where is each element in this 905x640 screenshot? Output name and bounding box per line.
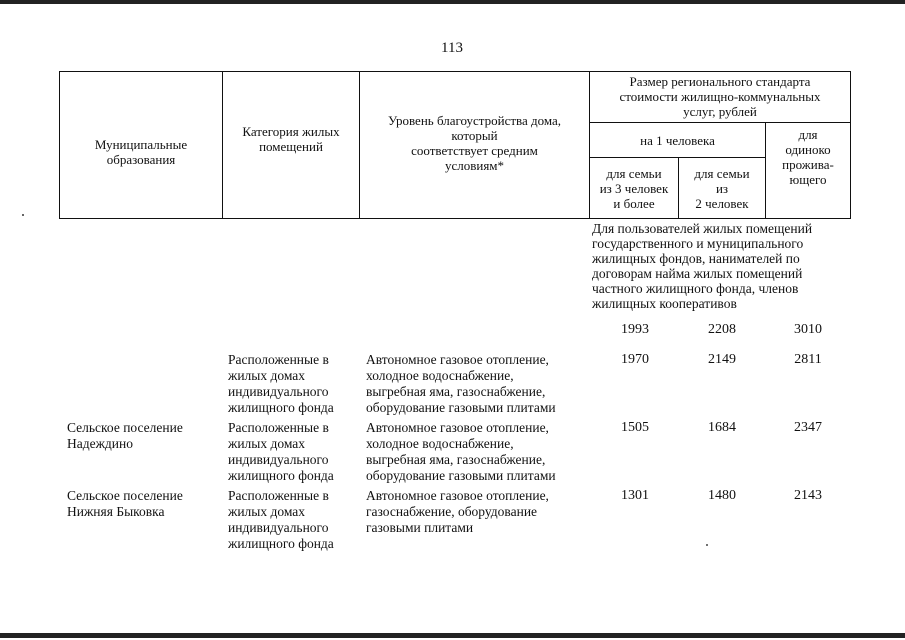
header-single: для одиноко прожива- ющего — [782, 127, 834, 187]
header-level: Уровень благоустройства дома, который соответствует средним условиям* — [387, 113, 562, 173]
row-value-single: 2347 — [794, 420, 822, 435]
header-category: Категория жилых помещений — [242, 124, 340, 154]
subheading-value-family3: 1993 — [621, 322, 649, 337]
row-municipality: Сельское поселение Нижняя Быковка — [67, 488, 183, 519]
header-family-3: для семьи из 3 человек и более — [599, 166, 669, 211]
page-number: 113 — [441, 40, 463, 56]
header-per-person: на 1 человека — [640, 133, 715, 148]
row-level: Автономное газовое отопление, газоснабжение, оборудование газовыми плитами — [366, 488, 549, 535]
row-value-single: 2143 — [794, 488, 822, 503]
row-category: Расположенные в жилых домах индивидуального жилищного фонда — [228, 352, 334, 415]
row-level: Автономное газовое отопление, холодное водоснабжение, выгребная яма, газоснабжение, оборудование газовыми плитами — [366, 352, 556, 415]
row-category: Расположенные в жилых домах индивидуального жилищного фонда — [228, 420, 334, 483]
row-value-family2: 1684 — [708, 420, 736, 435]
subheading-text: Для пользователей жилых помещений государственного и муниципального жилищных фондов, нанимателей по договорам найма жилых помещений частного жилищного фонда, членов жилищных кооперативов — [592, 221, 813, 311]
row-value-family3: 1301 — [621, 488, 649, 503]
header-standard: Размер регионального стандарта стоимости жилищно-коммунальных услуг, рублей — [619, 74, 821, 119]
top-border-rule — [0, 0, 905, 4]
bottom-border-rule — [0, 633, 905, 638]
subheading-value-single: 3010 — [794, 322, 822, 337]
header-family-2: для семьи из 2 человек — [694, 166, 750, 211]
row-level: Автономное газовое отопление, холодное водоснабжение, выгребная яма, газоснабжение, оборудование газовыми плитами — [366, 420, 556, 483]
row-municipality: Сельское поселение Надеждино — [67, 420, 183, 451]
header-municipality: Муниципальные образования — [94, 137, 188, 167]
row-value-family2: 1480 — [708, 488, 736, 503]
row-value-family3: 1970 — [621, 352, 649, 367]
table-header — [59, 71, 851, 219]
row-value-family3: 1505 — [621, 420, 649, 435]
row-category: Расположенные в жилых домах индивидуального жилищного фонда — [228, 488, 334, 551]
scan-margin-mark — [22, 214, 24, 216]
subheading-value-family2: 2208 — [708, 322, 736, 337]
row-value-single: 2811 — [794, 352, 822, 367]
scan-speck — [706, 544, 708, 546]
row-value-family2: 2149 — [708, 352, 736, 367]
